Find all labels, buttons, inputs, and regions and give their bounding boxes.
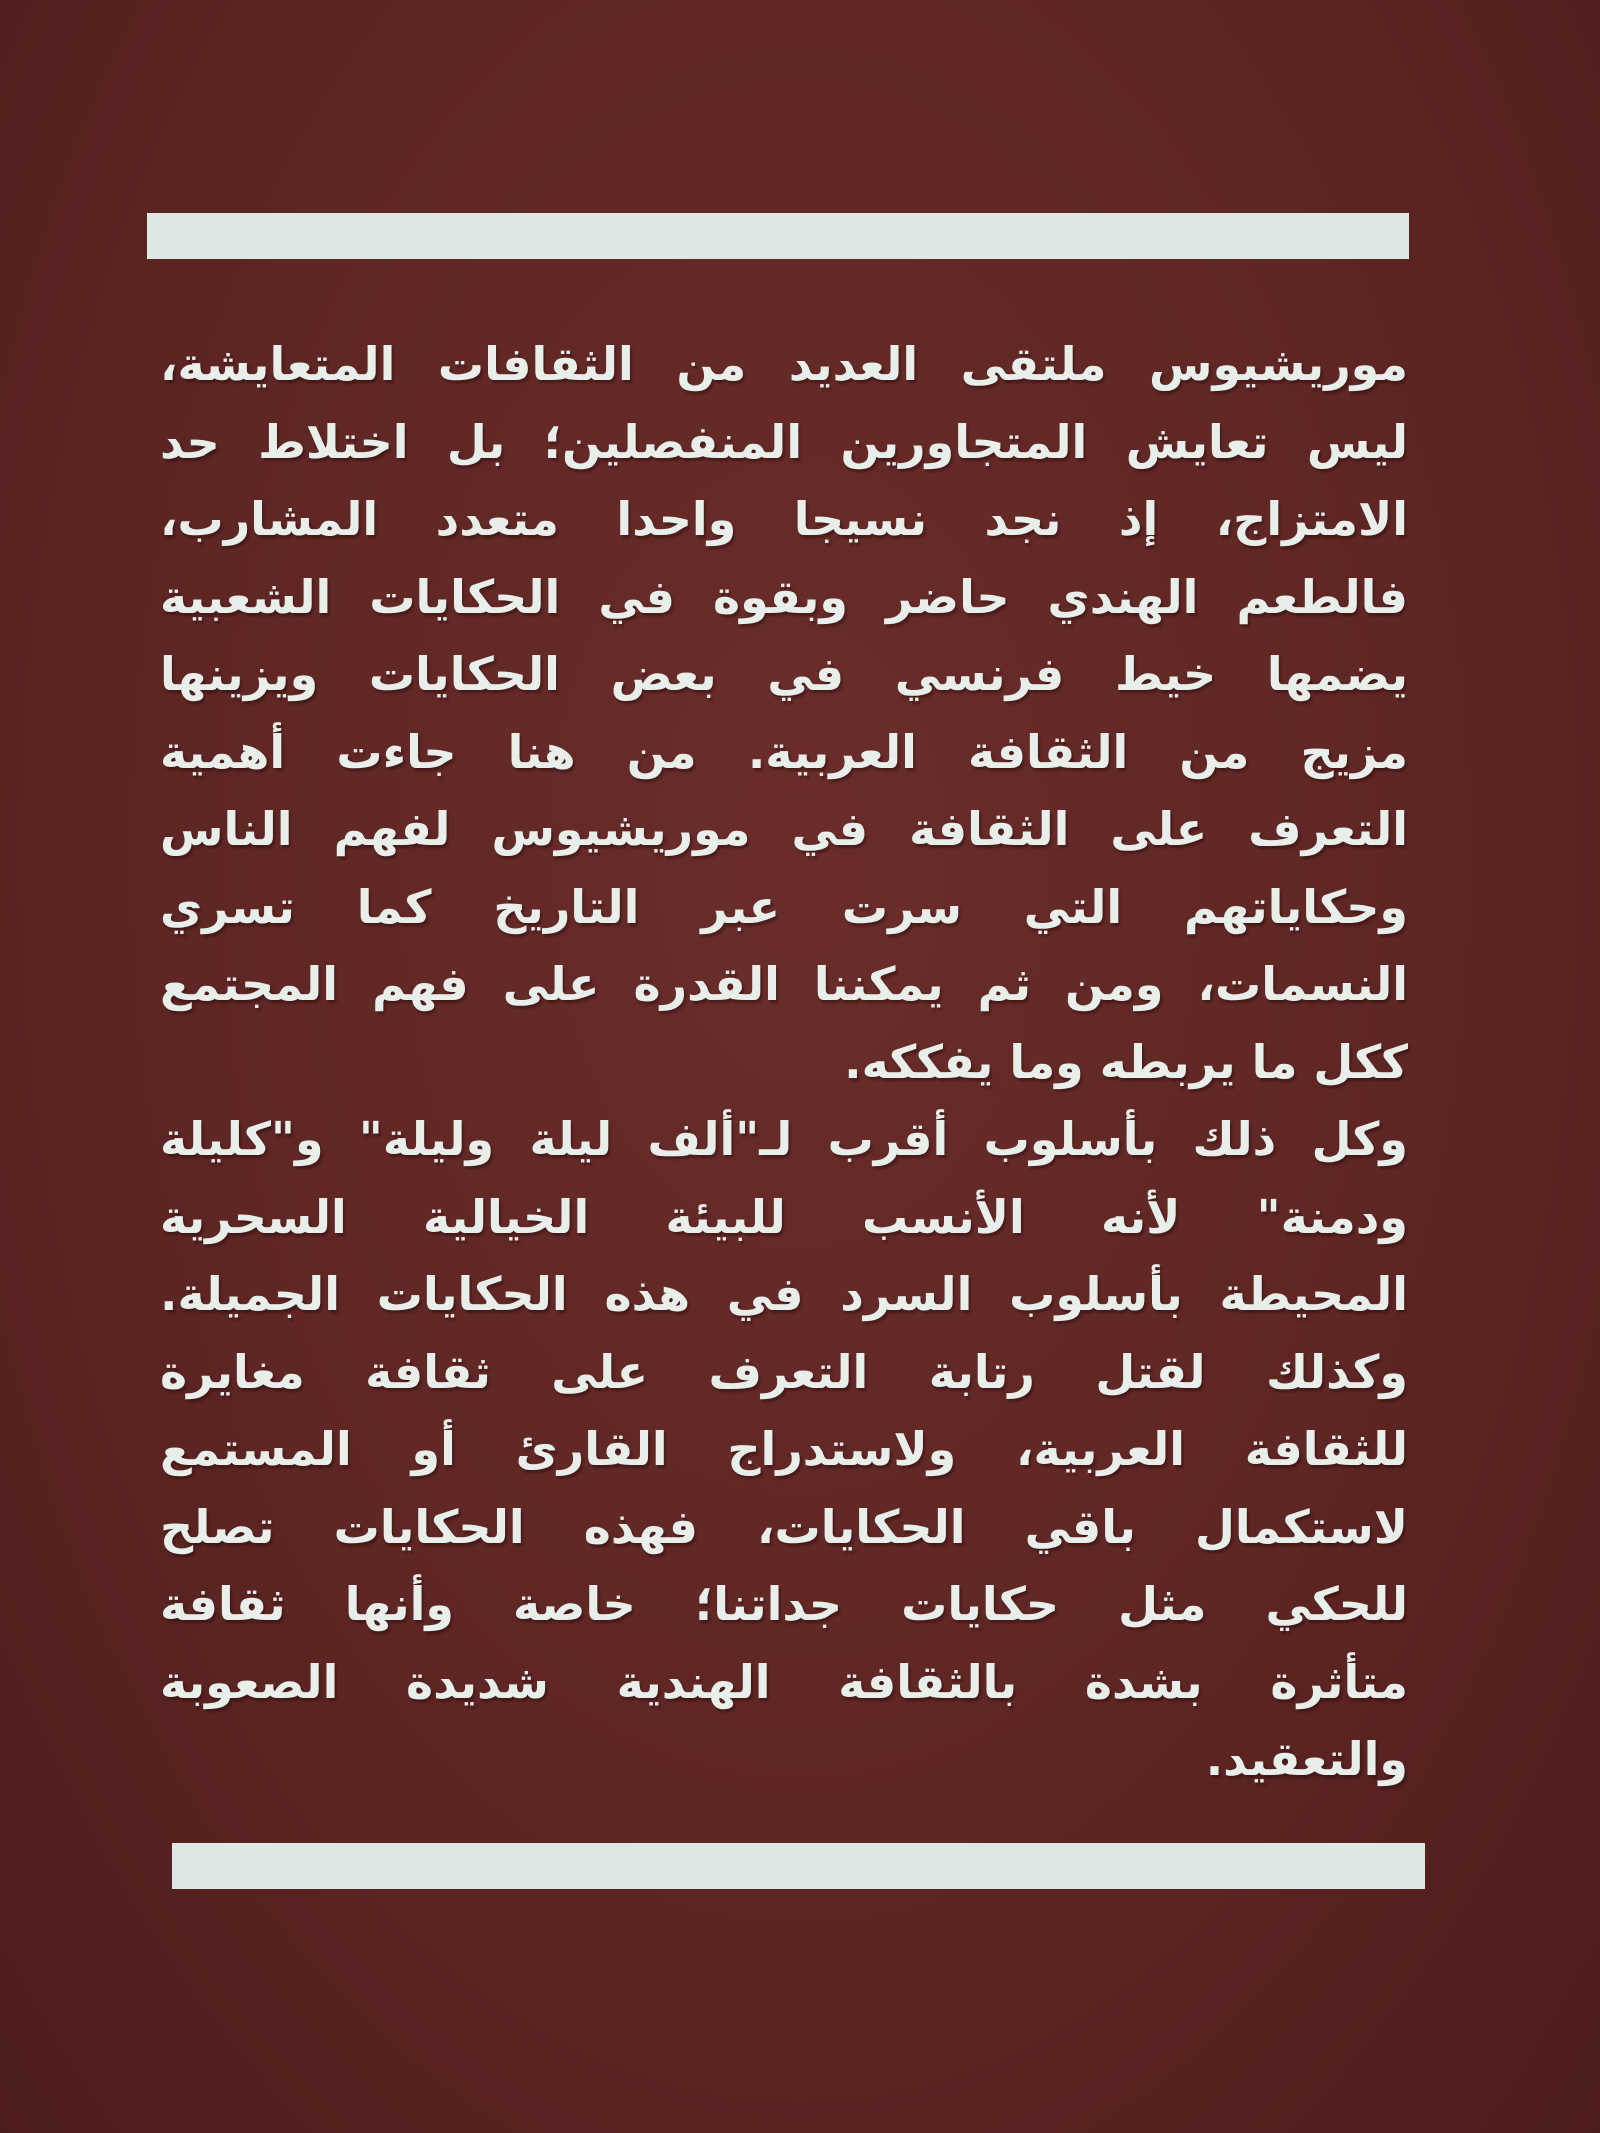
text-line: لاستكمال باقي الحكايات، فهذه الحكايات تصلح (160, 1499, 1408, 1554)
paragraph-2 (160, 1101, 1408, 1799)
text-line: للحكي مثل حكايات جداتنا؛ خاصة وأنها ثقافة (160, 1577, 1408, 1631)
text-line: وكل ذلك بأسلوب أقرب لـ"ألف ليلة وليلة" و"كليلة (160, 1112, 1408, 1166)
text-line: ودمنة" لأنه الأنسب للبيئة الخيالية السحرية (160, 1189, 1408, 1244)
text-line: التعرف على الثقافة في موريشيوس لفهم الناس (160, 802, 1408, 856)
text-line: فالطعم الهندي حاضر وبقوة في الحكايات الشعبية (160, 569, 1408, 624)
text-line: النسمات، ومن ثم يمكننا القدرة على فهم المجتمع (160, 957, 1408, 1011)
text-line: وكذلك لقتل رتابة التعرف على ثقافة مغايرة (160, 1344, 1408, 1399)
text-line: ككل ما يربطه وما يفككه. (844, 1034, 1408, 1089)
top-decorative-bar (147, 213, 1409, 259)
text-line: موريشيوس ملتقى العديد من الثقافات المتعايشة، (160, 337, 1408, 391)
text-line: والتعقيد. (1205, 1732, 1408, 1786)
text-line: مزيج من الثقافة العربية. من هنا جاءت أهمية (160, 724, 1408, 779)
paragraph-1 (160, 326, 1408, 1101)
text-line: وحكاياتهم التي سرت عبر التاريخ كما تسري (160, 879, 1408, 934)
text-line: المحيطة بأسلوب السرد في هذه الحكايات الجميلة. (160, 1267, 1408, 1321)
text-line: يضمها خيط فرنسي في بعض الحكايات ويزينها (160, 647, 1408, 701)
text-line: الامتزاج، إذ نجد نسيجا واحدا متعدد المشارب، (160, 492, 1408, 546)
bottom-decorative-bar (172, 1843, 1425, 1889)
book-blurb-text (160, 326, 1408, 1799)
text-line: ليس تعايش المتجاورين المنفصلين؛ بل اختلاط حد (160, 414, 1408, 469)
text-line: متأثرة بشدة بالثقافة الهندية شديدة الصعوبة (160, 1654, 1408, 1709)
text-line: للثقافة العربية، ولاستدراج القارئ أو المستمع (160, 1422, 1408, 1476)
